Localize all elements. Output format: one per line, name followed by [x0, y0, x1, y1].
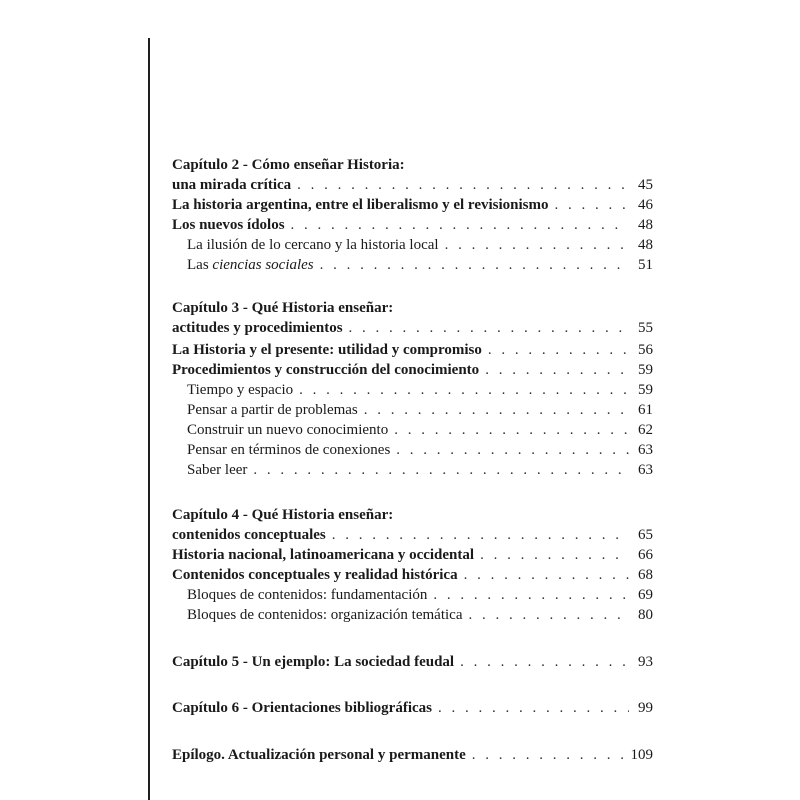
chapter-3-title-cont: actitudes y procedimientos [172, 320, 343, 336]
subsection-label: Construir un nuevo conocimiento [187, 422, 389, 438]
subsection-label: La ilusión de lo cercano y la historia local [187, 237, 439, 253]
section-label: La Historia y el presente: utilidad y compromiso [172, 342, 482, 358]
subsection-entry[interactable] [187, 255, 653, 275]
subsection-label: Pensar a partir de problemas [187, 402, 358, 418]
subsection-entry[interactable] [187, 420, 653, 440]
page-number: 59 [638, 382, 653, 398]
page-number: 61 [638, 402, 653, 418]
section-entry[interactable] [172, 340, 653, 360]
subsection-label-prefix: Las [187, 257, 213, 273]
page-number: 46 [638, 197, 653, 213]
subsection-entry[interactable] [187, 440, 653, 460]
subsection-label: Pensar en términos de conexiones [187, 442, 391, 458]
dot-leader [349, 318, 629, 338]
page-number: 59 [638, 362, 653, 378]
page-number: 109 [630, 747, 653, 763]
epilogue-title: Epílogo. Actualización personal y permanente [172, 747, 466, 763]
subsection-label: Bloques de contenidos: fundamentación [187, 587, 428, 603]
subsection-label: Saber leer [187, 462, 248, 478]
page-number: 65 [638, 527, 653, 543]
chapter-6-title: Capítulo 6 - Orientaciones bibliográficas [172, 700, 432, 716]
chapter-5-entry[interactable] [172, 652, 653, 672]
dot-leader [555, 195, 630, 215]
page-number: 55 [638, 320, 653, 336]
dot-leader [445, 235, 629, 255]
chapter-2-title-cont: una mirada crítica [172, 177, 292, 193]
chapter-6-entry[interactable] [172, 698, 653, 718]
chapter-4-entry[interactable] [172, 525, 653, 545]
page-number: 80 [638, 607, 653, 623]
subsection-label [187, 255, 314, 275]
section-entry[interactable] [172, 360, 653, 380]
dot-leader [480, 545, 629, 565]
section-entry[interactable] [172, 195, 653, 215]
page-number: 69 [638, 587, 653, 603]
subsection-entry[interactable] [187, 605, 653, 625]
section-entry[interactable] [172, 215, 653, 235]
dot-leader [253, 460, 629, 480]
section-label: Historia nacional, latinoamericana y occidental [172, 547, 475, 563]
subsection-entry[interactable] [187, 585, 653, 605]
section-entry[interactable] [172, 545, 653, 565]
page-number: 63 [638, 442, 653, 458]
epilogue-entry[interactable] [172, 745, 653, 765]
page-number: 99 [638, 700, 653, 716]
chapter-3-heading [172, 298, 653, 318]
page-number: 56 [638, 342, 653, 358]
chapter-2-heading [172, 155, 653, 175]
subsection-label: Bloques de contenidos: organización temática [187, 607, 463, 623]
table-of-contents [172, 0, 653, 800]
subsection-entry[interactable] [187, 400, 653, 420]
dot-leader [364, 400, 629, 420]
dot-leader [460, 652, 629, 672]
dot-leader [433, 585, 629, 605]
chapter-3-entry[interactable] [172, 318, 653, 338]
page-number: 62 [638, 422, 653, 438]
chapter-5-title: Capítulo 5 - Un ejemplo: La sociedad feudal [172, 654, 455, 670]
chapter-4-heading [172, 505, 653, 525]
page-number: 68 [638, 567, 653, 583]
page-number: 45 [638, 177, 653, 193]
subsection-entry[interactable] [187, 460, 653, 480]
section-label: Contenidos conceptuales y realidad histórica [172, 567, 458, 583]
dot-leader [488, 340, 629, 360]
chapter-2-title: Capítulo 2 - Cómo enseñar Historia: [172, 157, 405, 173]
dot-leader [438, 698, 629, 718]
section-label: La historia argentina, entre el liberalismo y el revisionismo [172, 197, 549, 213]
page-number: 63 [638, 462, 653, 478]
dot-leader [299, 380, 629, 400]
page-number: 48 [638, 237, 653, 253]
dot-leader [396, 440, 629, 460]
section-entry[interactable] [172, 565, 653, 585]
section-label: Procedimientos y construcción del conocimiento [172, 362, 480, 378]
dot-leader [320, 255, 629, 275]
chapter-2-entry[interactable] [172, 175, 653, 195]
dot-leader [472, 745, 631, 765]
section-label: Los nuevos ídolos [172, 217, 285, 233]
subsection-label: Tiempo y espacio [187, 382, 294, 398]
dot-leader [332, 525, 629, 545]
chapter-3-title: Capítulo 3 - Qué Historia enseñar: [172, 300, 394, 316]
page-number: 48 [638, 217, 653, 233]
chapter-4-title: Capítulo 4 - Qué Historia enseñar: [172, 507, 394, 523]
margin-rule [148, 38, 150, 800]
dot-leader [485, 360, 629, 380]
dot-leader [297, 175, 629, 195]
page-number: 66 [638, 547, 653, 563]
page-number: 93 [638, 654, 653, 670]
dot-leader [394, 420, 629, 440]
subsection-label-italic: ciencias sociales [212, 257, 314, 273]
chapter-4-title-cont: contenidos conceptuales [172, 527, 326, 543]
subsection-entry[interactable] [187, 235, 653, 255]
dot-leader [291, 215, 629, 235]
dot-leader [468, 605, 629, 625]
page-number: 51 [638, 257, 653, 273]
subsection-entry[interactable] [187, 380, 653, 400]
dot-leader [464, 565, 629, 585]
